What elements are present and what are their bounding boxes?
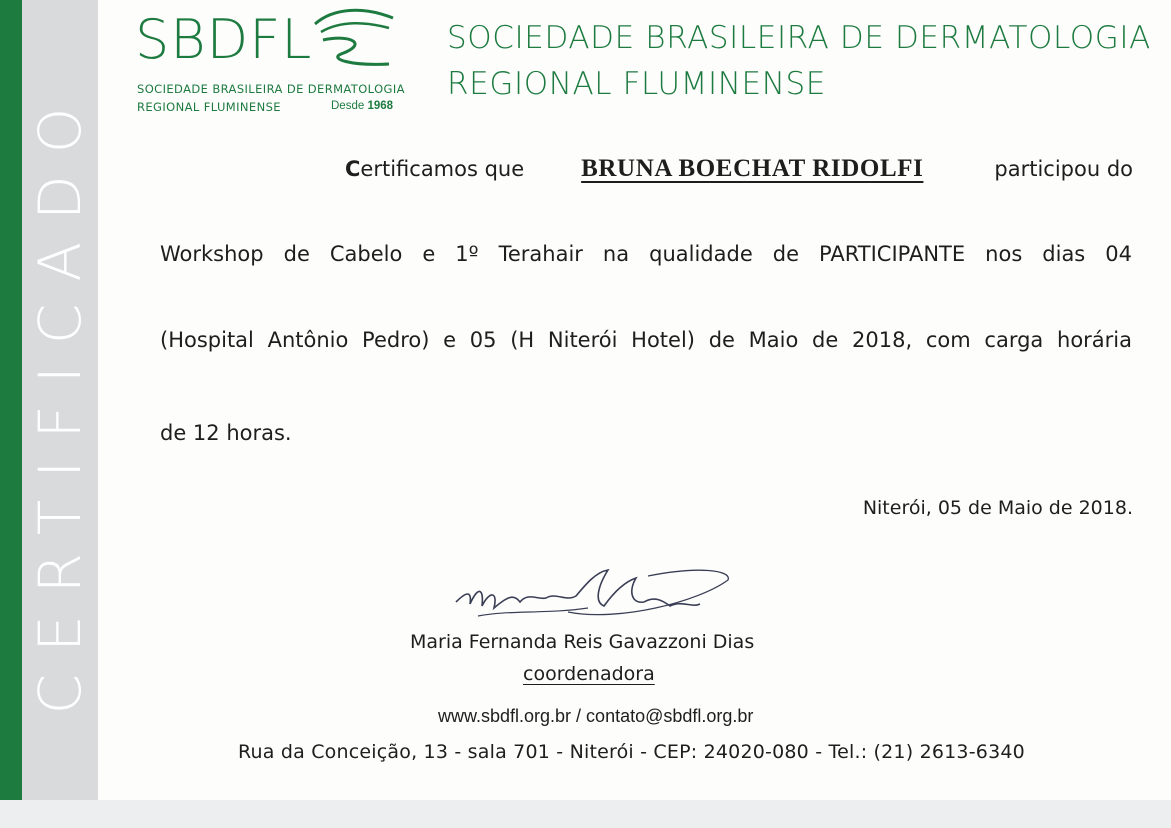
certificate-body-line2: Workshop de Cabelo e 1º Terahair na qualidade de PARTICIPANTE nos dias 04 bbox=[160, 242, 1132, 266]
place-date: Niterói, 05 de Maio de 2018. bbox=[862, 497, 1133, 519]
signer-role: coordenadora bbox=[523, 663, 655, 685]
postal-address: Rua da Conceição, 13 - sala 701 - Niterói - CEP: 24020-080 - Tel.: (21) 2613-6340 bbox=[238, 741, 1025, 763]
org-title-line1: SOCIEDADE BRASILEIRA DE DERMATOLOGIA bbox=[447, 20, 1151, 56]
contact-info: www.sbdfl.org.br / contato@sbdfl.org.br bbox=[438, 706, 754, 726]
sbdfl-logo bbox=[135, 4, 410, 116]
green-side-stripe bbox=[0, 0, 22, 800]
logo-subtitle-line2: REGIONAL FLUMINENSE bbox=[137, 100, 281, 114]
logo-subtitle-line1: SOCIEDADE BRASILEIRA DE DERMATOLOGIA bbox=[137, 82, 405, 96]
logo-since: Desde 1968 bbox=[331, 100, 394, 112]
signer-name: Maria Fernanda Reis Gavazzoni Dias bbox=[410, 631, 755, 653]
participant-name: BRUNA BOECHAT RIDOLFI bbox=[581, 155, 924, 182]
certificate-intro-line bbox=[345, 155, 1133, 183]
certificate-body-line3: (Hospital Antônio Pedro) e 05 (H Niterói Hotel) de Maio de 2018, com carga horária bbox=[160, 328, 1132, 352]
flowing-lines-icon bbox=[311, 4, 401, 76]
certificate-body-line4: de 12 horas. bbox=[160, 421, 292, 445]
org-title-line2: REGIONAL FLUMINENSE bbox=[447, 66, 826, 102]
bottom-margin bbox=[0, 800, 1171, 828]
intro-text: Certificamos que bbox=[345, 157, 525, 181]
vertical-title: CERTIFICADO bbox=[26, 85, 94, 715]
intro-tail: participou do bbox=[994, 157, 1133, 181]
logo-wordmark: SBDFL bbox=[135, 8, 313, 71]
handwritten-signature bbox=[448, 562, 738, 632]
